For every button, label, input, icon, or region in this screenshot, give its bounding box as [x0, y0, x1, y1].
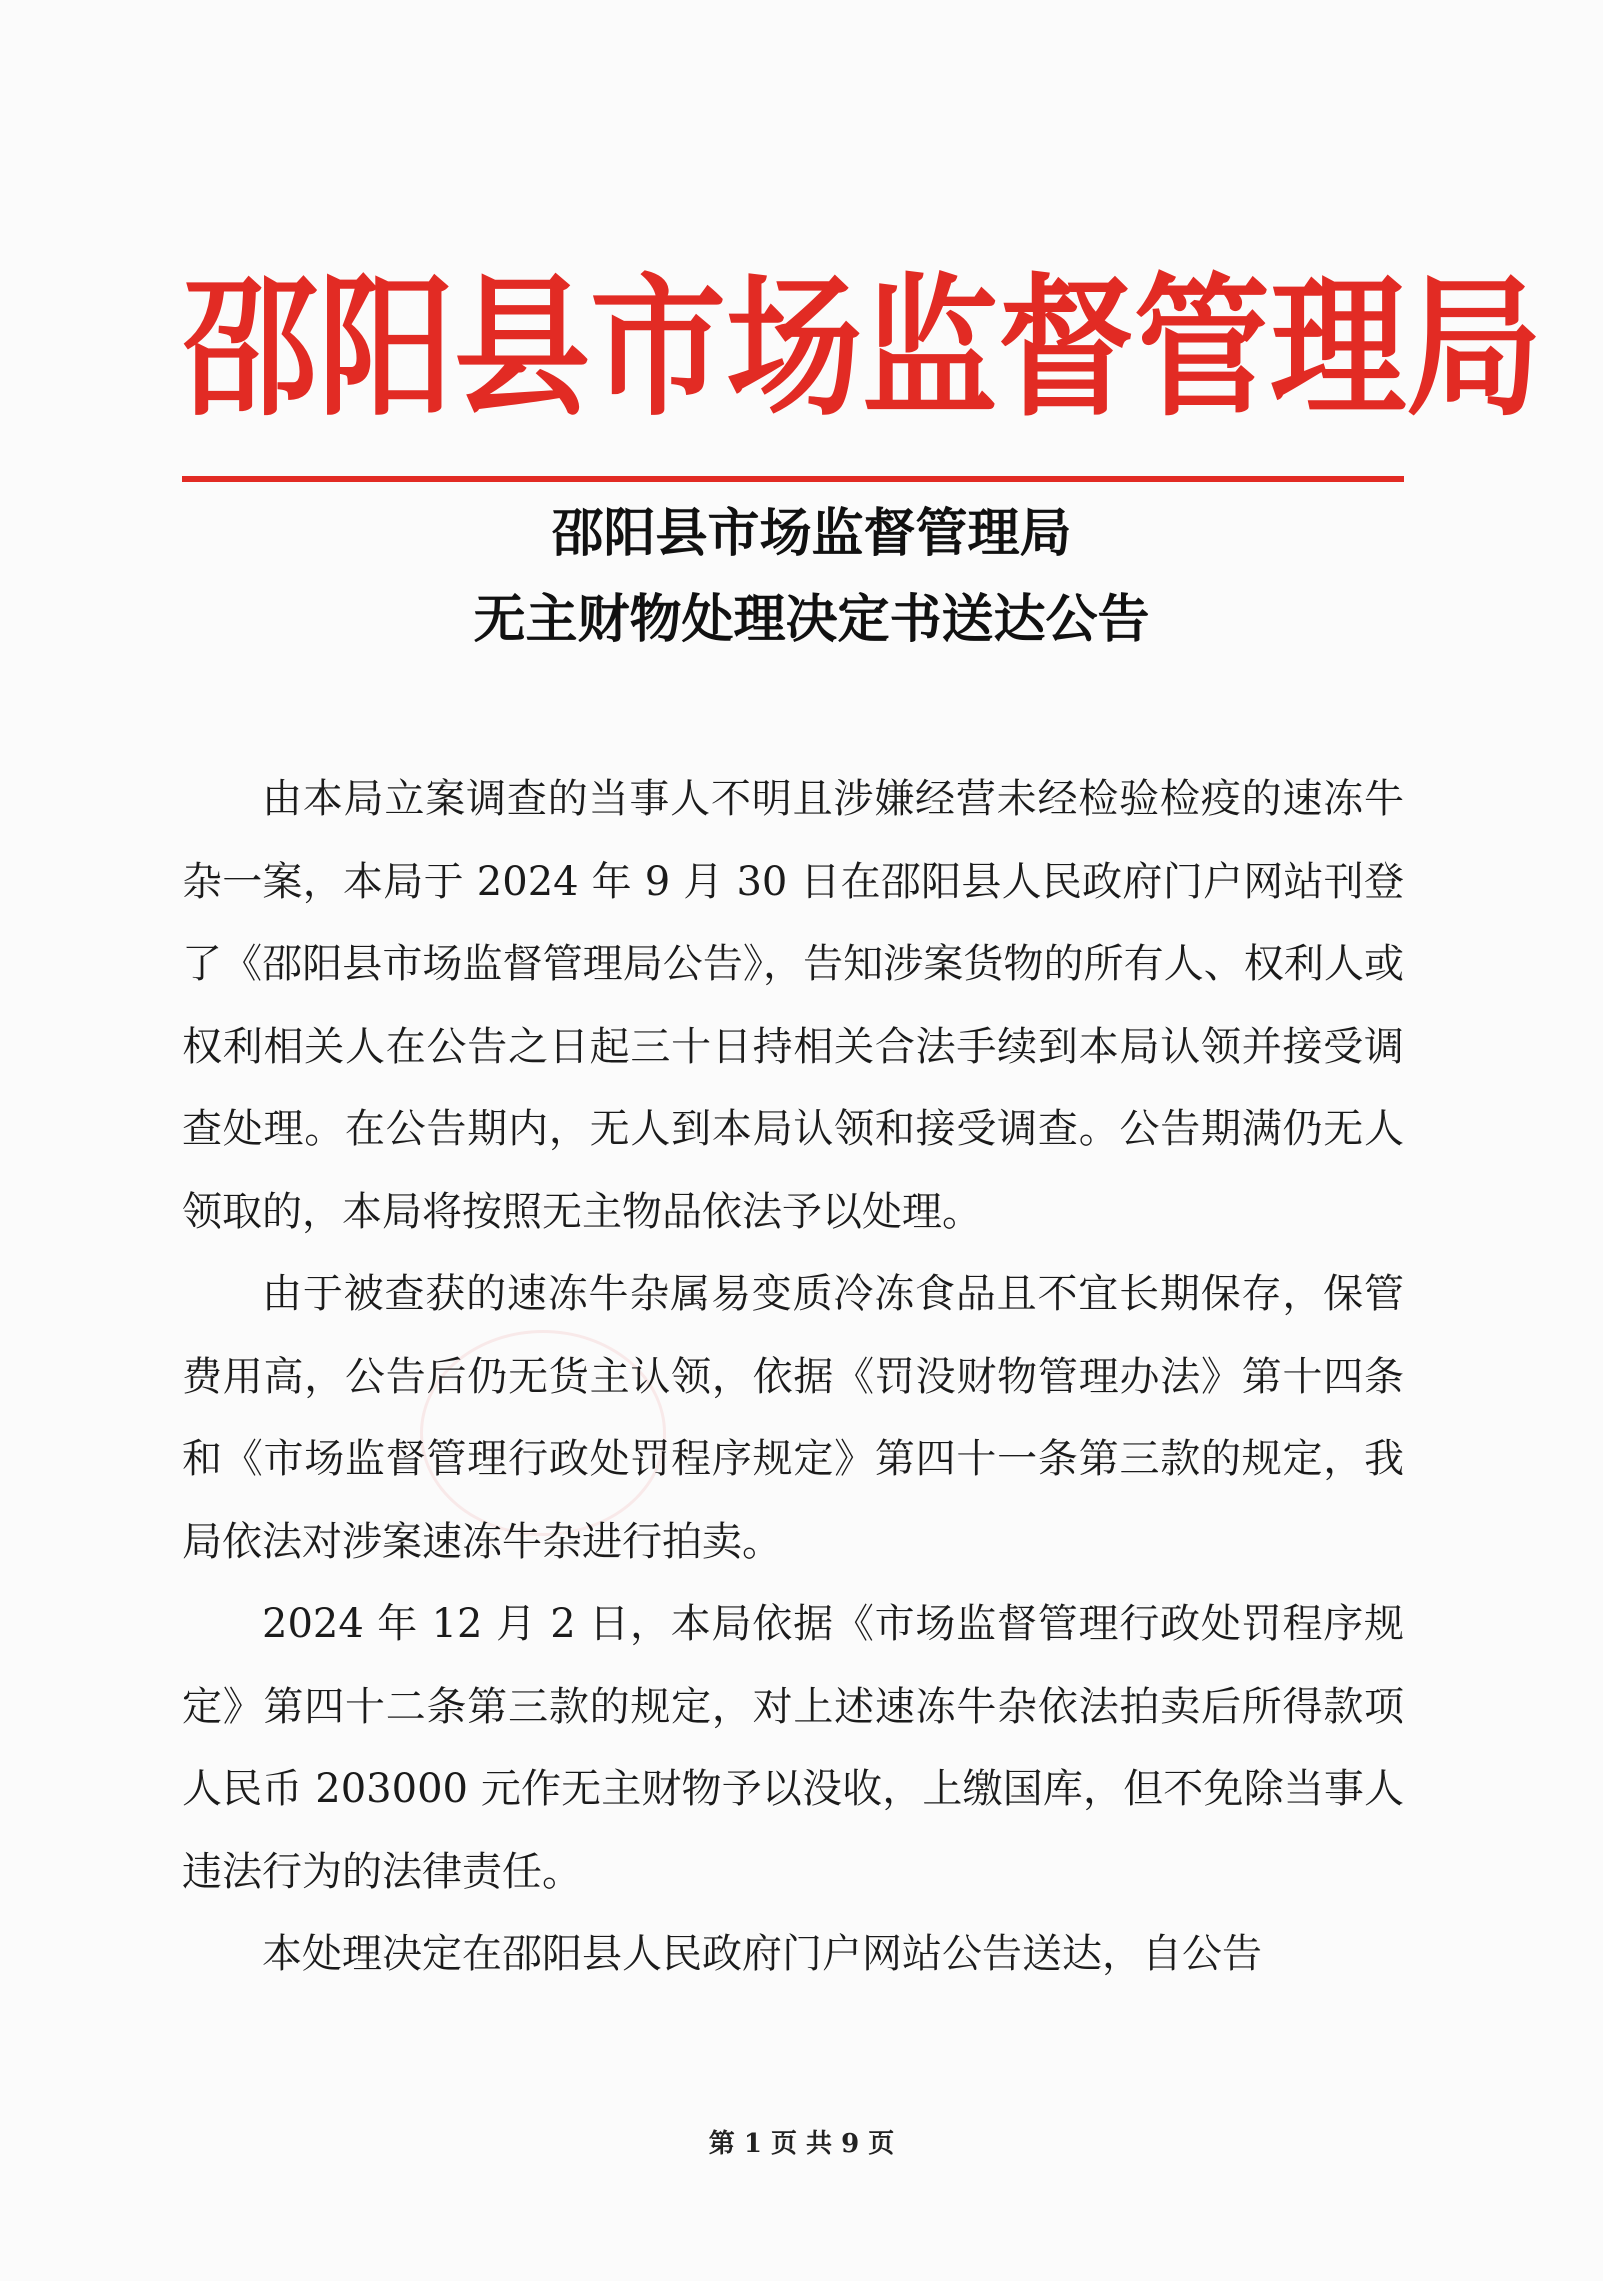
letterhead-char: 理 [1270, 258, 1406, 438]
document-title-line-1: 邵阳县市场监督管理局 [551, 504, 1072, 564]
letterhead-char: 县 [454, 258, 590, 438]
letterhead-char: 管 [1134, 258, 1270, 438]
paragraph: 由于被查获的速冻牛杂属易变质冷冻食品且不宜长期保存，保管费用高，公告后仍无货主认领，依据《罚没财物管理办法》第十四条和《市场监督管理行政处罚程序规定》第四十一条第三款的规定，我局依法对涉案速冻牛杂进行拍卖。 [182, 1271, 1404, 1565]
letterhead-char: 场 [726, 258, 862, 438]
letterhead-char: 督 [998, 258, 1134, 438]
letterhead-char: 监 [862, 258, 998, 438]
letterhead-char: 邵 [182, 258, 318, 438]
document-title-line-2: 无主财物处理决定书送达公告 [473, 590, 1150, 650]
document-body [182, 758, 1404, 1996]
letterhead-char: 阳 [318, 258, 454, 438]
letterhead-divider [182, 476, 1404, 482]
letterhead-char: 市 [590, 258, 726, 438]
paragraph: 本处理决定在邵阳县人民政府门户网站公告送达，自公告 [262, 1931, 1262, 1977]
letterhead-char: 局 [1406, 258, 1542, 438]
paragraph: 由本局立案调查的当事人不明且涉嫌经营未经检验检疫的速冻牛杂一案，本局于 2024 年 9 月 30 日在邵阳县人民政府门户网站刊登了《邵阳县市场监督管理局公告》，告知涉案货物的所有人、权利人或权利相关人在公告之日起三十日持相关合法手续到本局认领并接受调查处理。在公告期内，无人到本局认领和接受调查。公告期满仍无人领取的，本局将按照无主物品依法予以处理。 [182, 776, 1404, 1235]
page-number: 第 1 页 共 9 页 [708, 2129, 895, 2159]
letterhead [182, 258, 1542, 438]
paragraph: 2024 年 12 月 2 日，本局依据《市场监督管理行政处罚程序规定》第四十二条第三款的规定，对上述速冻牛杂依法拍卖后所得款项人民币 203000 元作无主财物予以没收，上缴国库，但不免除当事人违法行为的法律责任。 [182, 1601, 1404, 1895]
